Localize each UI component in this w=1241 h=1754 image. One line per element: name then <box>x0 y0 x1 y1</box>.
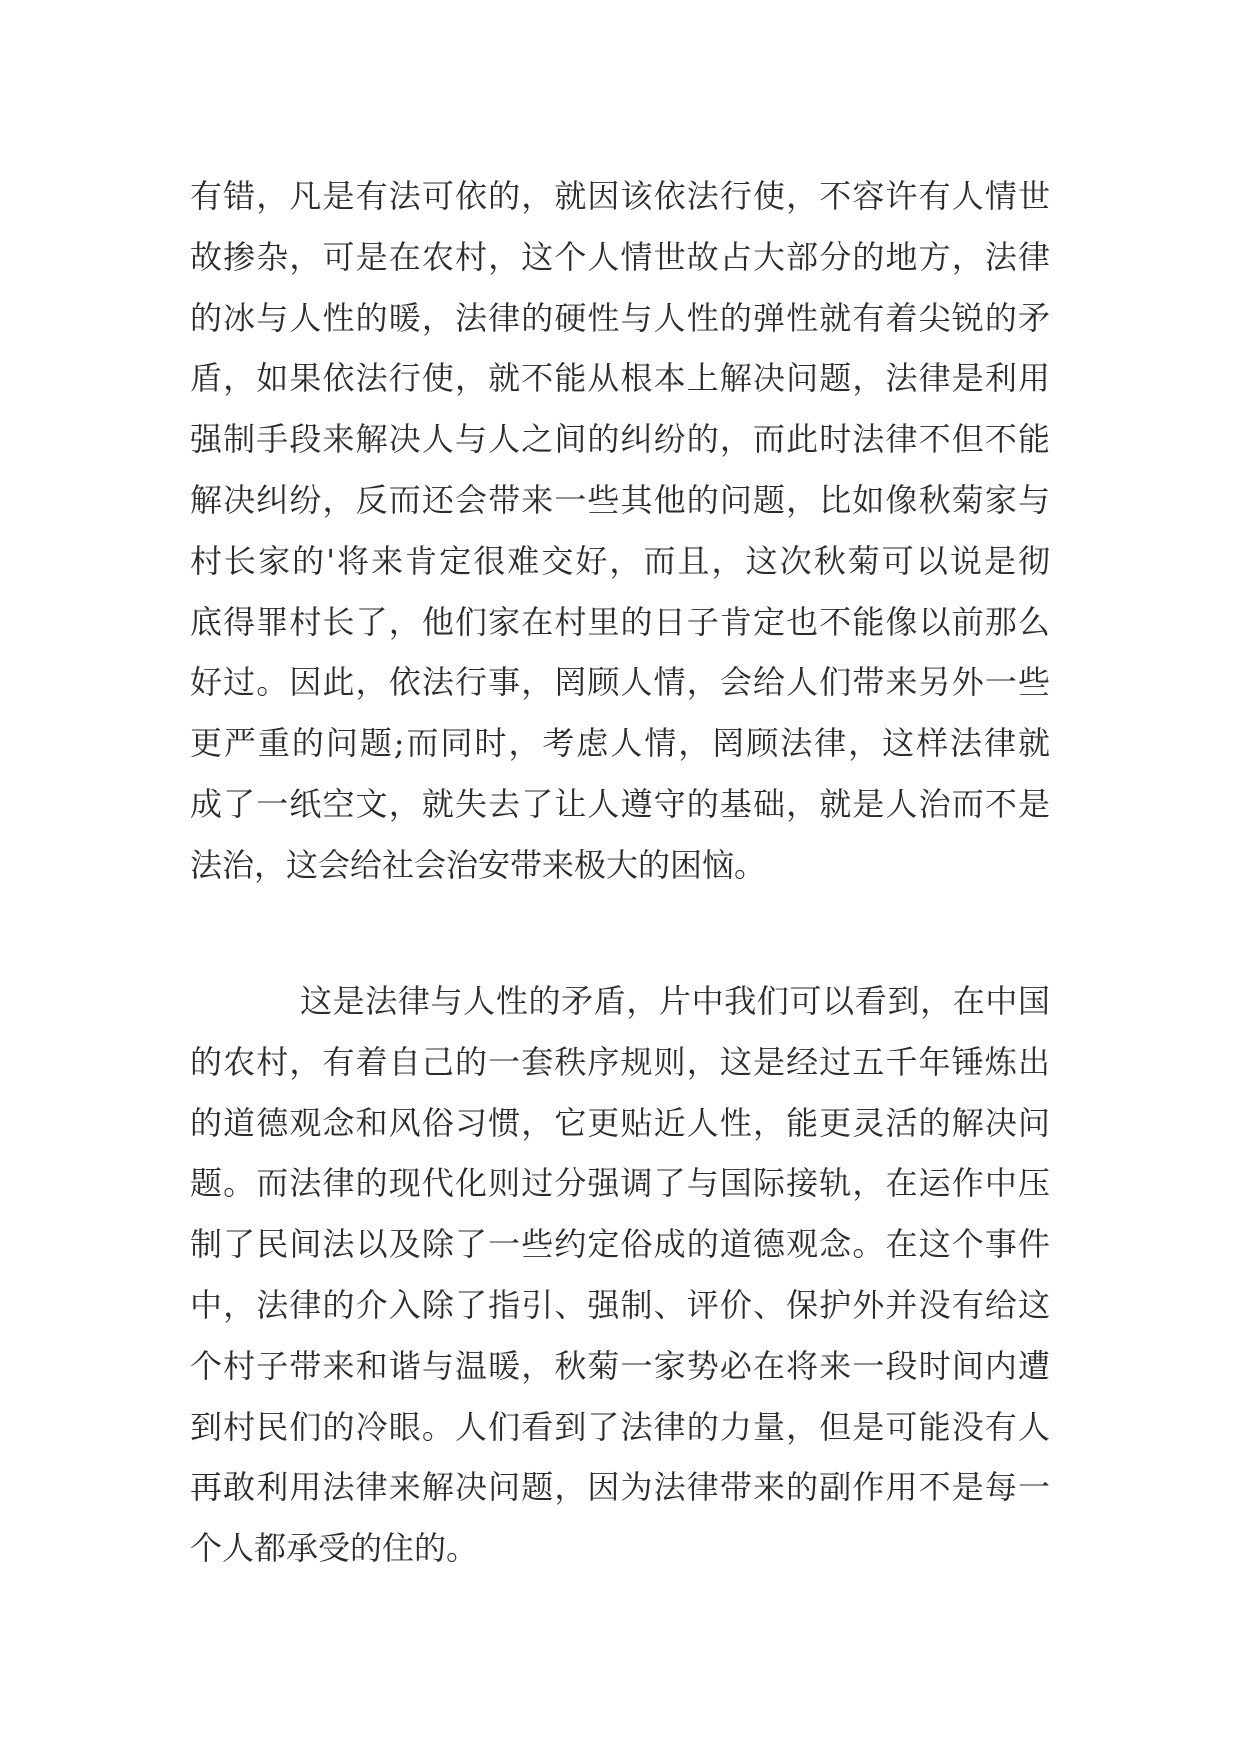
text-line: 有错，凡是有法可依的，就因该依法行使，不容许有人情世 <box>190 177 1050 215</box>
text-line: 个村子带来和谐与温暖，秋菊一家势必在将来一段时间内遭 <box>190 1346 1050 1385</box>
text-line: 题。而法律的现代化则过分强调了与国际接轨，在运作中压 <box>190 1164 1050 1203</box>
text-line: 好过。因此，依法行事，罔顾人情，会给人们带来另外一些 <box>190 663 1050 702</box>
paragraph-2 <box>190 971 1050 1579</box>
text-line: 的道德观念和风俗习惯，它更贴近人性，能更灵活的解决问 <box>190 1103 1050 1142</box>
text-line: 盾，如果依法行使，就不能从根本上解决问题，法律是利用 <box>190 359 1050 398</box>
text-line: 中，法律的介入除了指引、强制、评价、保护外并没有给这 <box>190 1285 1050 1324</box>
text-line: 成了一纸空文，就失去了让人遵守的基础，就是人治而不是 <box>190 784 1050 823</box>
text-line: 的农村，有着自己的一套秩序规则，这是经过五千年锤炼出 <box>190 1042 1050 1081</box>
text-line: 强制手段来解决人与人之间的纠纷的，而此时法律不但不能 <box>190 420 1050 459</box>
text-line: 的冰与人性的暖，法律的硬性与人性的弹性就有着尖锐的矛 <box>190 298 1050 337</box>
text-line: 解决纠纷，反而还会带来一些其他的问题，比如像秋菊家与 <box>190 480 1050 519</box>
paragraph-1 <box>190 166 1050 896</box>
text-line: 制了民间法以及除了一些约定俗成的道德观念。在这个事件 <box>190 1225 1050 1264</box>
text-line: 底得罪村长了，他们家在村里的日子肯定也不能像以前那么 <box>190 602 1050 641</box>
text-line: 这是法律与人性的矛盾，片中我们可以看到，在中国 <box>300 982 1050 1020</box>
text-line: 故掺杂，可是在农村，这个人情世故占大部分的地方，法律 <box>190 237 1050 276</box>
text-line: 村长家的'将来肯定很难交好，而且，这次秋菊可以说是彻 <box>190 541 1050 580</box>
text-line: 到村民们的冷眼。人们看到了法律的力量，但是可能没有人 <box>190 1407 1050 1446</box>
text-line: 更严重的问题;而同时，考虑人情，罔顾法律，这样法律就 <box>190 724 1050 763</box>
text-line: 个人都承受的住的。 <box>190 1529 479 1568</box>
text-line: 再敢利用法律来解决问题，因为法律带来的副作用不是每一 <box>190 1468 1050 1507</box>
text-line: 法治，这会给社会治安带来极大的困恼。 <box>190 845 767 884</box>
